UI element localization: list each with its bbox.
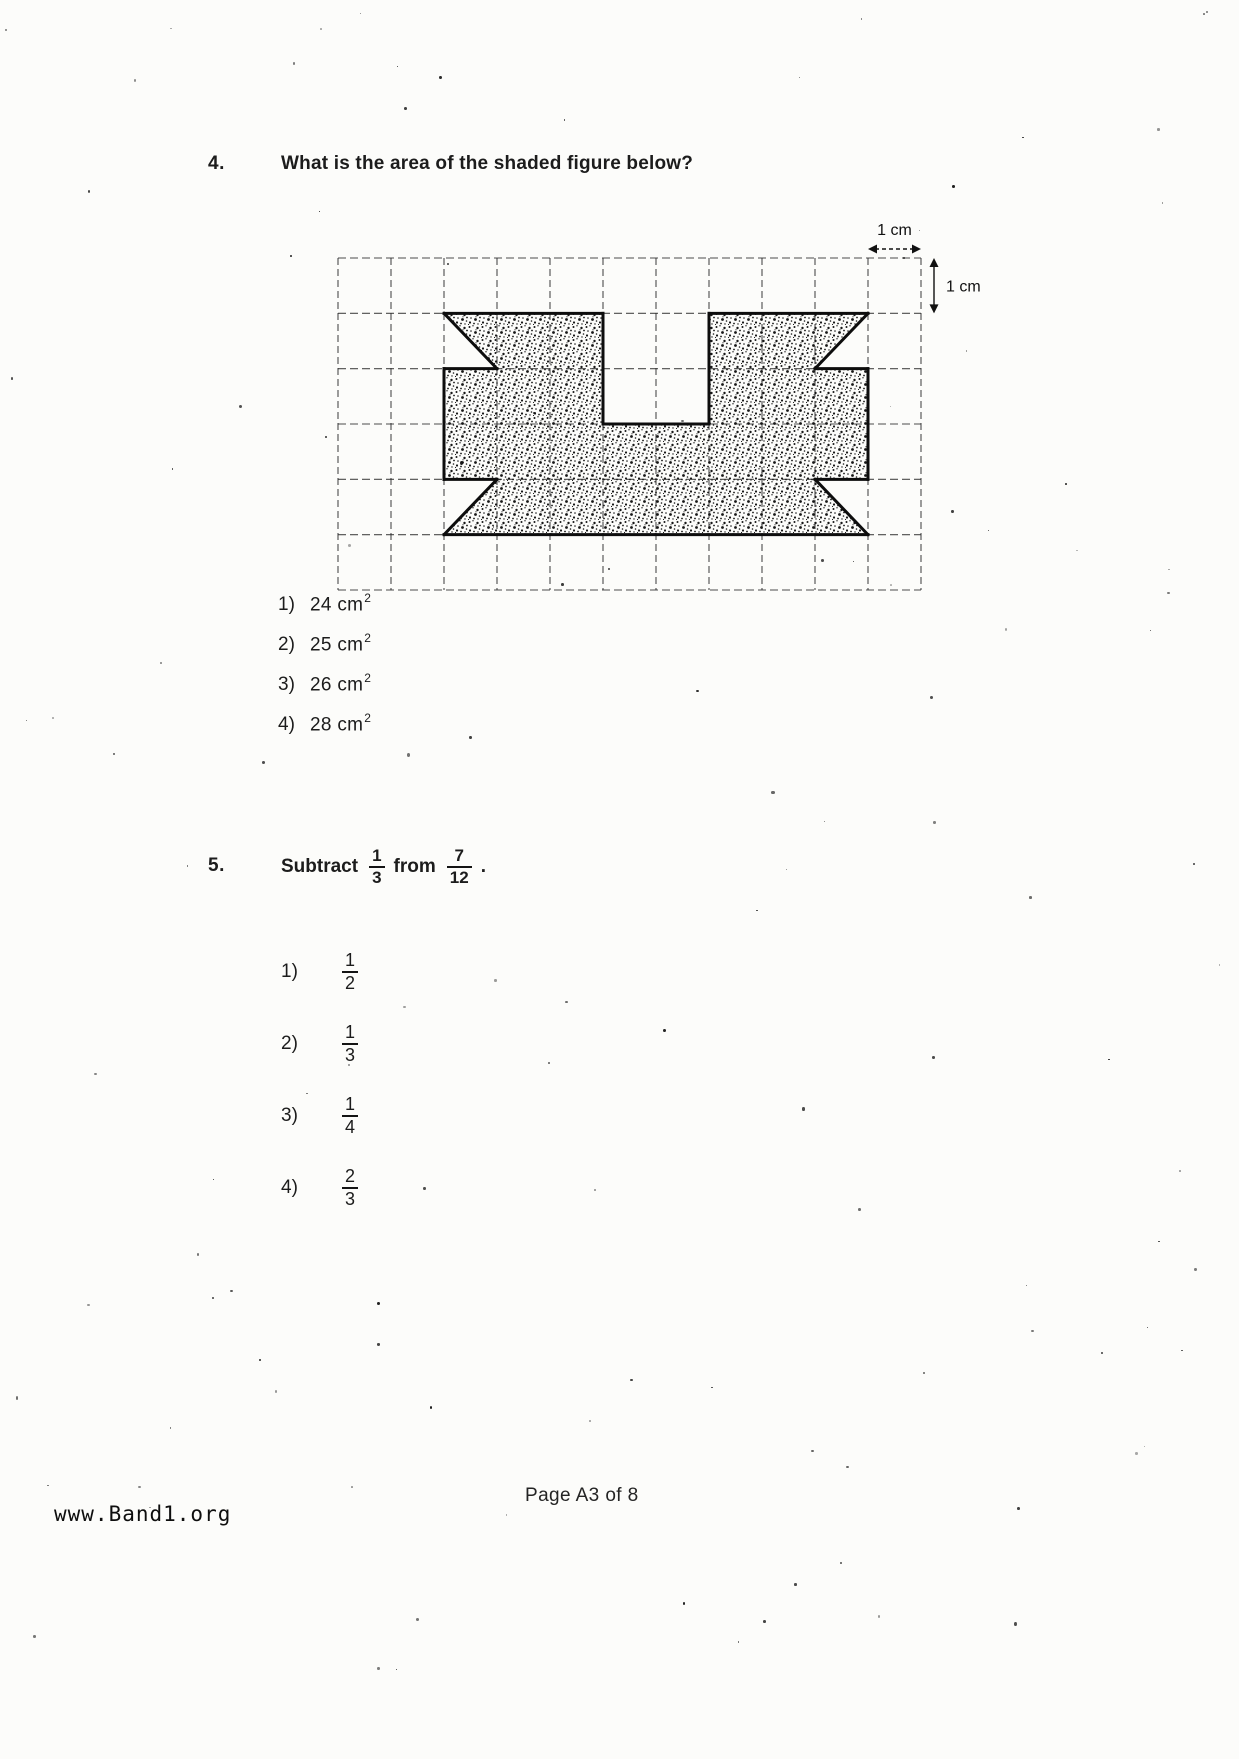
fraction-option: $\frac{1}{3}$ bbox=[342, 1023, 358, 1065]
q5-prompt-middle: from bbox=[393, 856, 436, 877]
option-label: 3) bbox=[278, 674, 295, 696]
shaded-cell bbox=[762, 424, 815, 479]
site-watermark: www.Band1.org bbox=[54, 1502, 232, 1526]
shaded-cell bbox=[762, 369, 815, 424]
q4-number: 4. bbox=[208, 153, 225, 174]
q5-prompt-before: Subtract bbox=[281, 856, 359, 877]
shaded-cell bbox=[709, 424, 762, 479]
shaded-cell bbox=[815, 369, 868, 424]
shaded-cell bbox=[497, 424, 550, 479]
shaded-cell bbox=[656, 424, 709, 479]
q4-prompt: What is the area of the shaded figure below? bbox=[281, 153, 694, 174]
shaded-cell bbox=[762, 313, 815, 368]
arrow-up-head-icon bbox=[930, 258, 939, 267]
shaded-cell bbox=[497, 313, 550, 368]
shaded-cell bbox=[656, 479, 709, 534]
shaded-cell bbox=[603, 424, 656, 479]
top-arrow-label: 1 cm bbox=[877, 222, 912, 239]
fraction-option: $\frac{1}{2}$ bbox=[342, 951, 358, 993]
option-label: 2) bbox=[278, 634, 295, 656]
q5-number: 5. bbox=[208, 855, 225, 876]
option-value: 26 $cm^2$ bbox=[310, 671, 372, 696]
shaded-cell bbox=[550, 479, 603, 534]
shaded-cell bbox=[550, 313, 603, 368]
shaded-cell bbox=[550, 369, 603, 424]
page-number: Page A3 of 8 bbox=[525, 1485, 639, 1506]
fraction-seven-twelfths: $\frac{7}{12}$ bbox=[447, 847, 472, 887]
option-value: 28 $cm^2$ bbox=[310, 711, 372, 736]
fraction-one-third: $\frac{1}{3}$ bbox=[369, 847, 384, 887]
q5-prompt-end: . bbox=[480, 856, 486, 877]
arrow-left-head-icon bbox=[868, 245, 877, 254]
option-label: 1) bbox=[281, 961, 298, 982]
option-value: 25 $cm^2$ bbox=[310, 631, 372, 656]
arrow-right-head-icon bbox=[912, 245, 921, 254]
shaded-cell bbox=[603, 479, 656, 534]
right-arrow-label: 1 cm bbox=[946, 278, 981, 296]
shaded-cell bbox=[550, 424, 603, 479]
shaded-cell bbox=[762, 479, 815, 534]
arrow-down-head-icon bbox=[930, 304, 939, 313]
shaded-cell bbox=[709, 479, 762, 534]
option-label: 1) bbox=[278, 594, 295, 616]
shaded-cell bbox=[815, 424, 868, 479]
fraction-option: $\frac{2}{3}$ bbox=[342, 1167, 358, 1209]
shaded-cell bbox=[709, 313, 762, 368]
shaded-cell bbox=[497, 369, 550, 424]
shaded-cell bbox=[497, 479, 550, 534]
option-label: 3) bbox=[281, 1105, 298, 1126]
shaded-cell bbox=[444, 369, 497, 424]
option-label: 4) bbox=[281, 1177, 298, 1198]
option-label: 4) bbox=[278, 714, 295, 736]
option-value: 24 $cm^2$ bbox=[310, 591, 372, 616]
option-label: 2) bbox=[281, 1033, 298, 1054]
shaded-cell bbox=[709, 369, 762, 424]
shaded-cell bbox=[444, 424, 497, 479]
fraction-option: $\frac{1}{4}$ bbox=[342, 1095, 358, 1137]
